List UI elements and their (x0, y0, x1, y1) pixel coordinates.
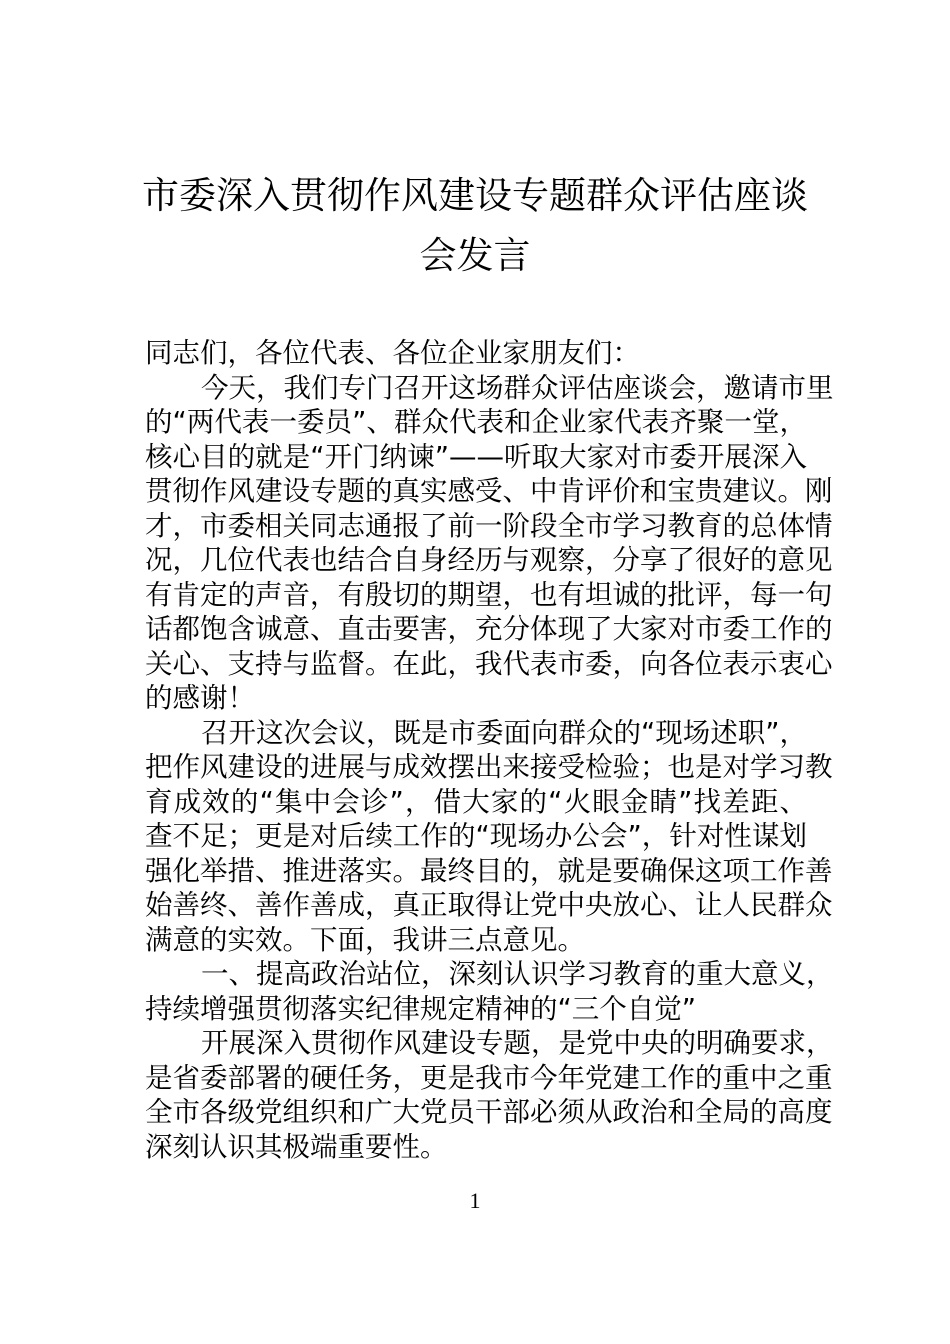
paragraph-line: 的感谢！ (145, 682, 255, 714)
paragraph-line: 话都饱含诚意、直击要害，充分体现了大家对市委工作的 (145, 613, 833, 645)
paragraph-line: 把作风建设的进展与成效摆出来接受检验；也是对学习教 (145, 751, 833, 783)
paragraph-line: 深刻认识其极端重要性。 (145, 1130, 448, 1163)
salutation: 同志们，各位代表、各位企业家朋友们： (145, 337, 640, 369)
paragraph-line: 才，市委相关同志通报了前一阶段全市学习教育的总体情 (145, 509, 833, 542)
paragraph-line: 持续增强贯彻落实纪律规定精神的“三个自觉” (145, 992, 696, 1025)
paragraph-line: 关心、支持与监督。在此，我代表市委，向各位表示衷心 (145, 647, 833, 680)
page-number: 1 (469, 1188, 481, 1213)
paragraph-line: 今天，我们专门召开这场群众评估座谈会，邀请市里 (201, 371, 834, 404)
document-title-line-1: 市委深入贯彻作风建设专题群众评估座谈 (142, 174, 808, 217)
paragraph-line: 全市各级党组织和广大党员干部必须从政治和全局的高度 (145, 1096, 833, 1128)
paragraph-line: 一、提高政治站位，深刻认识学习教育的重大意义， (201, 958, 834, 990)
paragraph-line: 育成效的“集中会诊”，借大家的“火眼金睛”找差距、 (145, 785, 807, 818)
paragraph-line: 查不足；更是对后续工作的“现场办公会”，针对性谋划 (145, 820, 807, 852)
paragraph-line: 满意的实效。下面，我讲三点意见。 (145, 923, 585, 956)
paragraph-line: 有肯定的声音，有殷切的期望，也有坦诚的批评，每一句 (145, 578, 833, 611)
document-body (145, 336, 834, 1164)
paragraph-line: 况，几位代表也结合自身经历与观察，分享了很好的意见 (145, 544, 833, 576)
paragraph-line: 召开这次会议，既是市委面向群众的“现场述职”， (201, 716, 807, 749)
paragraph-line: 强化举措、推进落实。最终目的，就是要确保这项工作善 (145, 854, 833, 887)
paragraph-line: 开展深入贯彻作风建设专题，是党中央的明确要求， (201, 1027, 834, 1059)
paragraph-line: 贯彻作风建设专题的真实感受、中肯评价和宝贵建议。刚 (145, 475, 833, 507)
document-title-line-2: 会发言 (419, 234, 531, 277)
paragraph-line: 核心目的就是“开门纳谏”——听取大家对市委开展深入 (145, 440, 807, 473)
paragraph-line: 始善终、善作善成，真正取得让党中央放心、让人民群众 (145, 889, 833, 921)
paragraph-line: 的“两代表一委员”、群众代表和企业家代表齐聚一堂， (145, 406, 807, 438)
paragraph-line: 是省委部署的硬任务，更是我市今年党建工作的重中之重 (145, 1061, 833, 1094)
